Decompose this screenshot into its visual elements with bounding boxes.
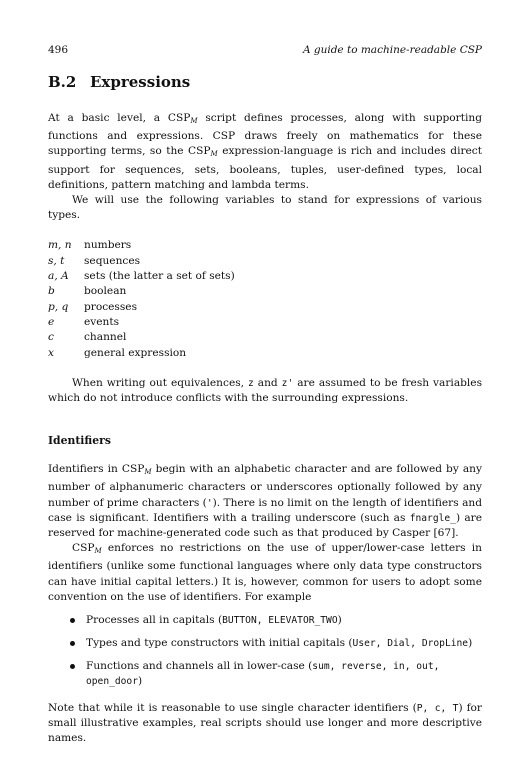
bullet-end: ) [468,637,473,650]
variable-description: events [84,315,120,328]
variable-description: processes [84,300,138,313]
bullet-text: Processes all in capitals ( [86,614,223,627]
page-header [48,38,482,58]
note-text-2: ) for small illustrative examples, real scripts should use longer and more descriptive names. [48,702,482,745]
identifiers-paragraph-1 [48,462,482,541]
variable-row [48,238,482,253]
equiv-text-2: and [253,376,282,389]
variable-row [48,346,482,361]
variable-symbol: b [48,285,55,298]
csp-subscript: M [144,468,152,477]
page-number: 496 [48,44,69,56]
bullet-code: sum, reverse, in, out, open_door [86,661,440,688]
variable-symbol: c [48,331,54,344]
intro-paragraph [48,111,482,193]
bullet-text: Functions and channels all in lower-case ( [86,660,313,673]
variable-description: boolean [84,285,127,298]
variable-symbol: m, n [48,239,72,252]
variable-row [48,330,482,345]
variable-symbol: x [48,346,54,359]
list-item [48,636,482,651]
section-title: Expressions [90,73,191,91]
intro-text-3: expression-language is rich and includes direct support for sequences, sets, booleans, tuples, user-defined types, local definitions, pattern matching and lambda terms. [48,145,482,191]
bullet-icon [70,618,75,623]
variable-table [48,238,482,360]
variable-row [48,254,482,269]
variable-symbol: a, A [48,270,69,283]
variable-description: numbers [84,239,132,252]
variable-description: channel [84,331,127,344]
csp-subscript: M [210,150,218,159]
csp-subscript: M [190,117,198,125]
intro-text-2: script defines processes, along with supporting functions and expressions. CSP draws freely on mathematics for these supporting terms, so the CSP [48,112,482,158]
section-number: B.2 [48,73,77,91]
equiv-text-1: When writing out equivalences, [72,376,248,389]
id-text-6: enforces no restrictions on the use of upper/lower-case letters in identifiers (unlike some functional languages where only data type constructors can have initial capital letters.) It is, however, common for users to adopt some convention on the use of identifiers. For example [48,542,482,603]
prime-char: ' [206,497,213,509]
fresh-var-zprime: z' [281,377,294,389]
id-text-5: CSP [72,542,95,555]
running-title: A guide to machine-readable CSP [302,44,482,56]
id-text-3: ). There is no limit on the length of identifiers and case is significant. Identifiers with a trailing underscore (such as [48,496,483,524]
bullet-end: ) [137,675,143,688]
id-text-2: begin with an alphabetic character and are followed by any number of alphanumeric characters or underscores optionally followed by any number of prime characters ( [48,463,482,509]
variable-symbol: s, t [48,254,65,267]
bullet-end: ) [337,614,342,627]
bullet-icon [70,664,75,669]
variables-intro: We will use the following variables to stand for expressions of various types. [48,194,482,222]
bullet-code: BUTTON, ELEVATOR_TWO [222,615,338,627]
variable-symbol: p, q [48,300,69,313]
list-item [48,659,482,689]
bullet-text: Types and type constructors with initial capitals ( [86,637,353,650]
convention-list [48,613,482,689]
example-identifier: fnargle_ [409,512,456,524]
id-text-4: ) are reserved for machine-generated code such as that produced by Casper [67]. [48,511,483,540]
bullet-code: User, Dial, DropLine [352,638,469,650]
document-page [48,38,482,747]
csp-subscript: M [94,547,102,556]
variable-description: sequences [84,254,141,267]
variable-description: general expression [84,346,187,359]
equiv-text-3: are assumed to be fresh variables which do not introduce conflicts with the surrounding expressions. [48,376,483,404]
fresh-var-z: z [248,377,254,389]
variable-row [48,269,482,284]
intro-text-1: At a basic level, a CSP [48,112,191,124]
equivalence-paragraph [48,376,482,406]
variable-description: sets (the latter a set of sets) [84,270,235,283]
subsection-heading: Identifiers [48,434,111,448]
variable-row [48,284,482,299]
note-text-1: Note that while it is reasonable to use single character identifiers ( [48,702,417,715]
note-paragraph [48,701,482,747]
section-heading [48,73,482,91]
note-code: P, c, T [416,703,459,715]
variable-symbol: e [48,315,55,328]
identifiers-paragraph-2 [48,541,482,605]
variable-row [48,300,482,315]
list-item [48,613,482,628]
variable-row [48,315,482,330]
id-text-1: Identifiers in CSP [48,463,145,476]
bullet-icon [70,641,75,646]
